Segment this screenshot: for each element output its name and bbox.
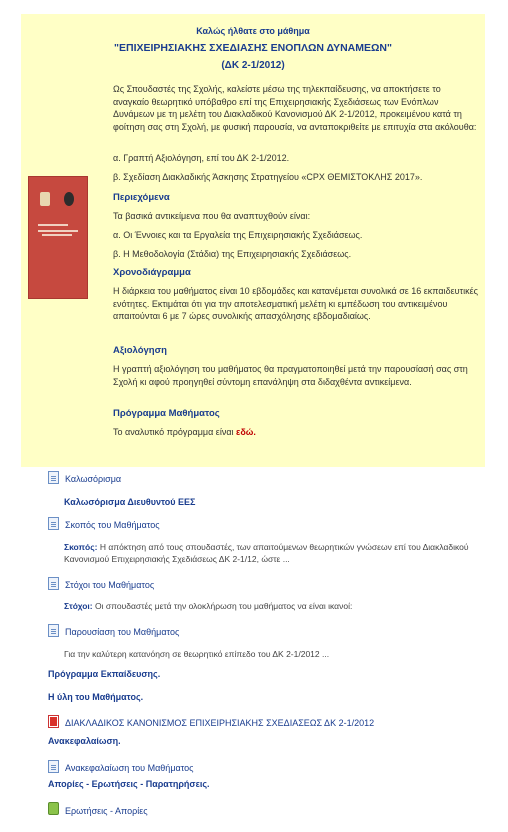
page-icon: [48, 471, 59, 484]
objective-a: α. Γραπτή Αξιολόγηση, επί του ΔΚ 2-1/2012.: [113, 153, 290, 163]
goals-label: Στόχοι:: [64, 601, 93, 611]
contents-item-a: α. Οι Έννοιες και τα Εργαλεία της Επιχειρησιακής Σχεδιάσεως.: [113, 230, 363, 240]
pdf-icon: [48, 715, 59, 728]
assessment-heading: Αξιολόγηση: [113, 345, 167, 356]
page-icon: [48, 517, 59, 530]
program-here-link[interactable]: εδώ.: [236, 427, 256, 437]
course-title: "ΕΠΙΧΕΙΡΗΣΙΑΚΗΣ ΣΧΕΔΙΑΣΗΣ ΕΝΟΠΛΩΝ ΔΥΝΑΜΕΩΝ": [114, 42, 392, 54]
course-book-image: [28, 176, 88, 299]
emblem-right-icon: [64, 192, 74, 206]
page-icon: [48, 624, 59, 637]
contents-intro: Τα βασικά αντικείμενα που θα αναπτυχθούν είναι:: [113, 211, 311, 221]
purpose-text: Η απόκτηση από τους σπουδαστές, των απαιτούμενων θεωρητικών γνώσεων επί του Διακλαδικού Κανονισμού Επιχειρησιακής Σχεδιάσεως ΔΚ 2-1/12, ώστε ...: [64, 542, 469, 564]
schedule-text: Η διάρκεια του μαθήματος είναι 10 εβδομάδες και κατανέμεται συνολικά σε 16 εκπαιδευτικές ενότητες. Εκτιμάται ότι για την αποτελεσματική μελέτη κι εμπέδωση του αντικειμένου απαιτούνται 6 με 7 ώρες συνολικής απασχόλησης εβδομαδιαίως.: [113, 286, 478, 321]
forum-icon: [48, 802, 59, 815]
welcome-page-link[interactable]: Καλωσόρισμα: [65, 474, 122, 484]
purpose-summary: [64, 542, 508, 565]
contents-item-b: β. Η Μεθοδολογία (Στάδια) της Επιχειρησιακής Σχεδιάσεως.: [113, 249, 352, 259]
objective-b: β. Σχεδίαση Διακλαδικής Άσκησης Στρατηγείου «CPX ΘΕΜΙΣΤΟΚΛΗΣ 2017».: [113, 172, 423, 182]
program-text-label: Το αναλυτικό πρόγραμμα είναι: [113, 427, 234, 437]
emblem-left-icon: [40, 192, 50, 206]
goals-summary: [64, 601, 504, 613]
presentation-page-link[interactable]: Παρουσίαση του Μαθήματος: [65, 627, 180, 637]
welcome-director-link[interactable]: Καλωσόρισμα Διευθυντού ΕΕΣ: [64, 497, 196, 507]
questions-forum-link[interactable]: Ερωτήσεις - Απορίες: [65, 806, 148, 816]
page-icon: [48, 760, 59, 773]
welcome-heading: Καλώς ήλθατε στο μάθημα: [196, 26, 310, 36]
review-heading: Ανακεφαλαίωση.: [48, 736, 121, 746]
questions-heading: Απορίες - Ερωτήσεις - Παρατηρήσεις.: [48, 779, 210, 789]
presentation-summary: Για την καλύτερη κατανόηση σε θεωρητικό επίπεδο του ΔΚ 2-1/2012 ...: [64, 649, 330, 659]
page-icon: [48, 577, 59, 590]
goals-page-link[interactable]: Στόχοι του Μαθήματος: [65, 580, 155, 590]
course-code: (ΔΚ 2-1/2012): [221, 60, 285, 71]
assessment-text: Η γραπτή αξιολόγηση του μαθήματος θα πραγματοποιηθεί μετά την παρουσίασή σας στη Σχολή κι αφού προηγηθεί σύντομη επανάληψη στα διδαχθέντα αντικείμενα.: [113, 364, 468, 387]
training-program-heading: Πρόγραμμα Εκπαίδευσης.: [48, 669, 161, 679]
course-material-heading: Η ύλη του Μαθήματος.: [48, 692, 144, 702]
course-intro-panel: [21, 14, 485, 467]
goals-text: Οι σπουδαστές μετά την ολοκλήρωση του μαθήματος να είναι ικανοί:: [94, 601, 353, 611]
program-heading: Πρόγραμμα Μαθήματος: [113, 408, 220, 419]
review-page-link[interactable]: Ανακεφαλαίωση του Μαθήματος: [65, 763, 194, 773]
purpose-label: Σκοπός:: [64, 542, 98, 552]
purpose-page-link[interactable]: Σκοπός του Μαθήματος: [65, 520, 160, 530]
intro-paragraph: Ως Σπουδαστές της Σχολής, καλείστε μέσω της τηλεκπαίδευσης, να αποκτήσετε το αναγκαίο θεωρητικό υπόβαθρο επί της Επιχειρησιακής Σχεδιάσεως των Ενόπλων Δυνάμεων με τη μελέτη του Διακλαδικού Κανονισμού ΔΚ 2-1/2012, προκειμένου κατά τη φοίτηση σας στη Σχολή, με φυσική παρουσία, να ανταποκριθείτε με επιτυχία στα ακόλουθα:: [113, 84, 477, 132]
regulation-pdf-link[interactable]: ΔΙΑΚΛΑΔΙΚΟΣ ΚΑΝΟΝΙΣΜΟΣ ΕΠΙΧΕΙΡΗΣΙΑΚΗΣ ΣΧΕΔΙΑΣΕΩΣ ΔΚ 2-1/2012: [65, 718, 375, 728]
contents-heading: Περιεχόμενα: [113, 192, 170, 203]
schedule-heading: Χρονοδιάγραμμα: [113, 267, 191, 278]
program-text: [113, 427, 256, 437]
